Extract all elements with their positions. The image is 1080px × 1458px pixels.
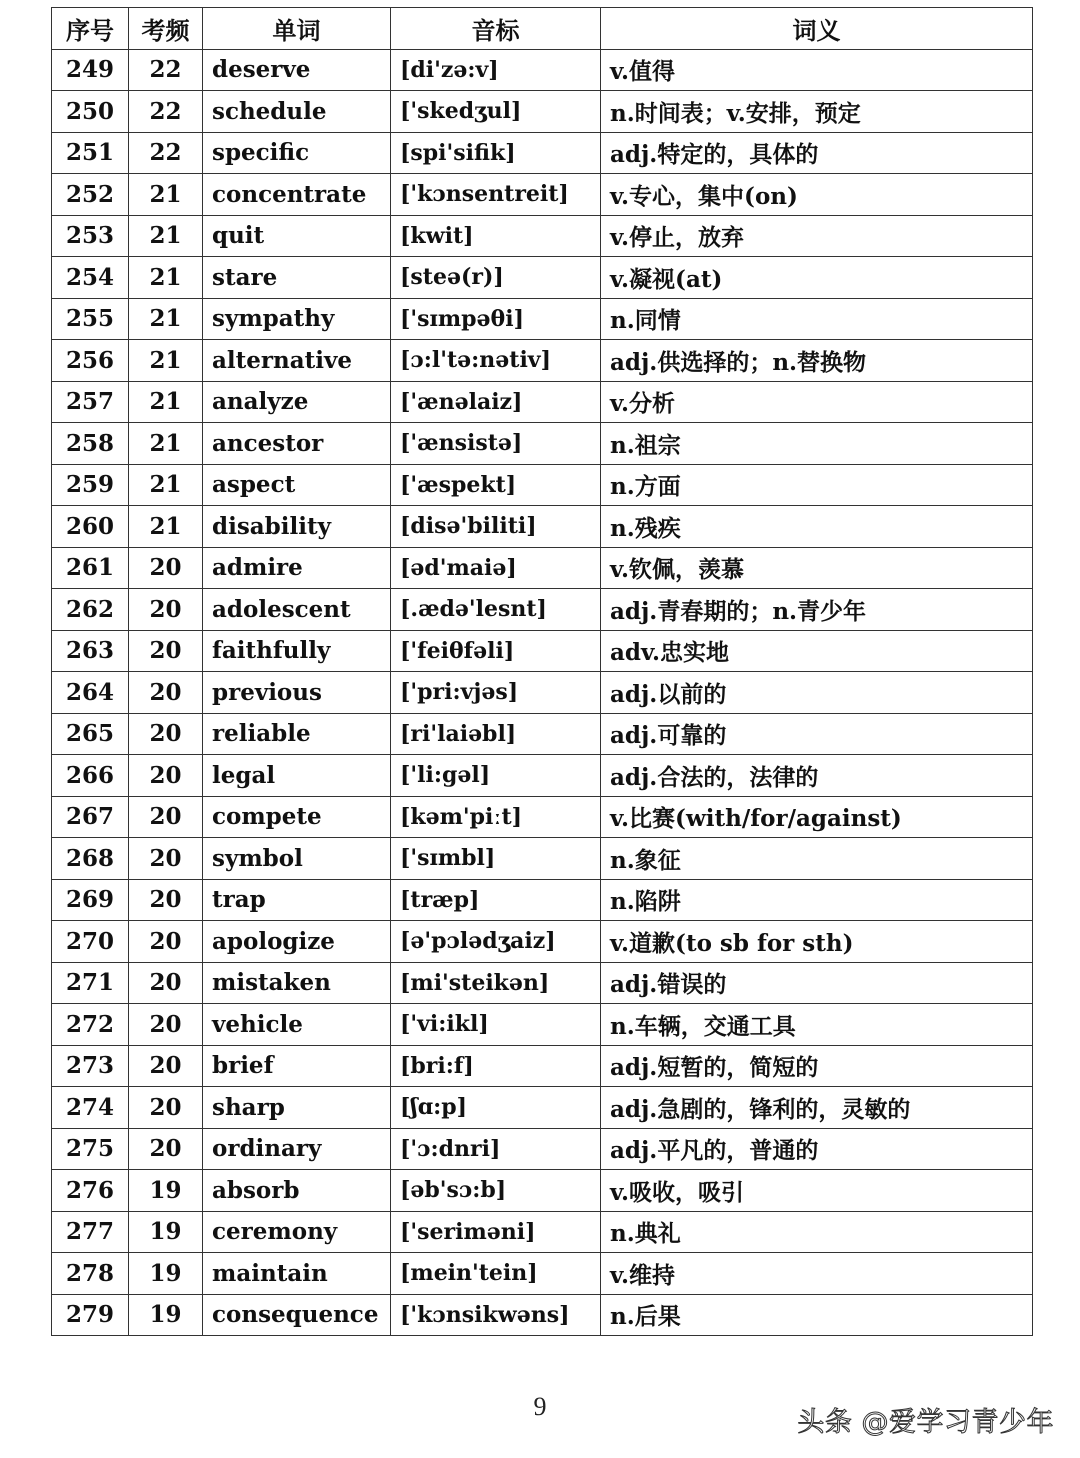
row-frequency: 19 [129,1211,203,1253]
row-definition: v.专心，集中(on) [601,174,1033,216]
row-definition: v.钦佩，羡慕 [601,547,1033,589]
table-row [52,257,1033,299]
table-row [52,1004,1033,1046]
header-frequency: 考频 [129,8,203,50]
row-frequency: 20 [129,838,203,880]
row-frequency: 20 [129,921,203,963]
row-phonetic: [disə'biliti] [391,506,601,548]
row-definition: adj.短暂的，简短的 [601,1045,1033,1087]
row-frequency: 22 [129,91,203,133]
row-phonetic: [əd'maiə] [391,547,601,589]
row-number: 254 [52,257,129,299]
row-definition: n.时间表；v.安排，预定 [601,91,1033,133]
row-number: 276 [52,1170,129,1212]
row-phonetic: [.ædə'lesnt] [391,589,601,631]
row-word: maintain [203,1253,391,1295]
row-number: 251 [52,132,129,174]
row-word: ordinary [203,1128,391,1170]
row-phonetic: [bri:f] [391,1045,601,1087]
row-frequency: 21 [129,174,203,216]
table-row [52,132,1033,174]
row-number: 256 [52,340,129,382]
table-row [52,1211,1033,1253]
row-frequency: 22 [129,132,203,174]
row-definition: adj.错误的 [601,962,1033,1004]
header-phonetic: 音标 [391,8,601,50]
row-word: legal [203,755,391,797]
row-definition: adj.青春期的；n.青少年 [601,589,1033,631]
row-word: symbol [203,838,391,880]
row-number: 269 [52,879,129,921]
row-definition: v.维持 [601,1253,1033,1295]
row-word: stare [203,257,391,299]
row-definition: adj.供选择的；n.替换物 [601,340,1033,382]
row-frequency: 20 [129,672,203,714]
table-row [52,962,1033,1004]
row-word: previous [203,672,391,714]
row-number: 277 [52,1211,129,1253]
row-frequency: 20 [129,589,203,631]
row-frequency: 22 [129,49,203,91]
row-phonetic: ['seriməni] [391,1211,601,1253]
page-number: 9 [533,1392,547,1421]
row-phonetic: ['vi:ikl] [391,1004,601,1046]
row-frequency: 19 [129,1253,203,1295]
row-frequency: 21 [129,464,203,506]
row-number: 263 [52,630,129,672]
table-row [52,1087,1033,1129]
row-definition: adj.平凡的，普通的 [601,1128,1033,1170]
row-number: 275 [52,1128,129,1170]
row-definition: adj.可靠的 [601,713,1033,755]
row-definition: v.停止，放弃 [601,215,1033,257]
row-word: alternative [203,340,391,382]
row-phonetic: ['sɪmpəθi] [391,298,601,340]
row-definition: n.陷阱 [601,879,1033,921]
row-definition: n.同情 [601,298,1033,340]
row-number: 270 [52,921,129,963]
table-row [52,547,1033,589]
row-frequency: 20 [129,547,203,589]
row-definition: v.道歉(to sb for sth) [601,921,1033,963]
row-definition: adv.忠实地 [601,630,1033,672]
row-word: ancestor [203,423,391,465]
row-number: 255 [52,298,129,340]
row-definition: adj.合法的，法律的 [601,755,1033,797]
row-number: 258 [52,423,129,465]
row-word: concentrate [203,174,391,216]
row-word: analyze [203,381,391,423]
table-row [52,174,1033,216]
row-frequency: 20 [129,1004,203,1046]
row-definition: adj.急剧的，锋利的，灵敏的 [601,1087,1033,1129]
row-definition: adj.特定的，具体的 [601,132,1033,174]
table-row [52,713,1033,755]
row-word: sharp [203,1087,391,1129]
row-word: mistaken [203,962,391,1004]
table-row [52,91,1033,133]
row-number: 266 [52,755,129,797]
row-word: disability [203,506,391,548]
row-phonetic: ['skedʒul] [391,91,601,133]
row-definition: n.车辆，交通工具 [601,1004,1033,1046]
row-number: 271 [52,962,129,1004]
row-phonetic: [ʃɑ:p] [391,1087,601,1129]
vocabulary-body [52,49,1033,1336]
row-frequency: 19 [129,1294,203,1336]
row-number: 260 [52,506,129,548]
row-phonetic: [træp] [391,879,601,921]
row-number: 250 [52,91,129,133]
row-number: 253 [52,215,129,257]
row-phonetic: [əb'sɔ:b] [391,1170,601,1212]
row-frequency: 21 [129,506,203,548]
row-definition: v.分析 [601,381,1033,423]
table-row [52,298,1033,340]
row-word: aspect [203,464,391,506]
row-number: 267 [52,796,129,838]
row-phonetic: ['ænəlaiz] [391,381,601,423]
row-number: 252 [52,174,129,216]
row-phonetic: ['li:gəl] [391,755,601,797]
row-phonetic: [steə(r)] [391,257,601,299]
header-number: 序号 [52,8,129,50]
row-word: brief [203,1045,391,1087]
row-phonetic: [ə'pɔlədʒaiz] [391,921,601,963]
row-word: reliable [203,713,391,755]
row-word: specific [203,132,391,174]
table-row [52,672,1033,714]
row-number: 262 [52,589,129,631]
row-frequency: 21 [129,340,203,382]
row-phonetic: ['ænsistə] [391,423,601,465]
row-number: 264 [52,672,129,714]
row-word: quit [203,215,391,257]
table-row [52,755,1033,797]
row-number: 272 [52,1004,129,1046]
header-row [52,8,1033,50]
row-frequency: 20 [129,962,203,1004]
row-phonetic: [mein'tein] [391,1253,601,1295]
row-number: 268 [52,838,129,880]
watermark: 头条 @爱学习青少年 [797,1407,1054,1438]
row-number: 257 [52,381,129,423]
row-phonetic: ['kɔnsikwəns] [391,1294,601,1336]
row-definition: v.凝视(at) [601,257,1033,299]
table-row [52,1253,1033,1295]
row-number: 249 [52,49,129,91]
row-frequency: 20 [129,1045,203,1087]
row-phonetic: [di'zə:v] [391,49,601,91]
row-word: adolescent [203,589,391,631]
row-frequency: 20 [129,713,203,755]
row-number: 274 [52,1087,129,1129]
row-word: admire [203,547,391,589]
table-row [52,506,1033,548]
table-row [52,879,1033,921]
row-phonetic: [spi'sifik] [391,132,601,174]
row-frequency: 21 [129,423,203,465]
row-definition: v.吸收，吸引 [601,1170,1033,1212]
row-definition: n.后果 [601,1294,1033,1336]
table-row [52,1128,1033,1170]
row-phonetic: ['feiθfəli] [391,630,601,672]
row-frequency: 20 [129,755,203,797]
row-definition: n.典礼 [601,1211,1033,1253]
table-row [52,423,1033,465]
row-phonetic: [kwit] [391,215,601,257]
row-word: faithfully [203,630,391,672]
row-phonetic: ['sɪmbl] [391,838,601,880]
row-definition: n.象征 [601,838,1033,880]
row-word: sympathy [203,298,391,340]
row-phonetic: [ri'laiəbl] [391,713,601,755]
table-row [52,1294,1033,1336]
row-frequency: 20 [129,630,203,672]
row-phonetic: [ɔ:l'tə:nətiv] [391,340,601,382]
table-row [52,630,1033,672]
row-word: apologize [203,921,391,963]
header-definition: 词义 [601,8,1033,50]
row-number: 265 [52,713,129,755]
row-word: schedule [203,91,391,133]
row-frequency: 19 [129,1170,203,1212]
row-word: ceremony [203,1211,391,1253]
table-row [52,340,1033,382]
row-word: deserve [203,49,391,91]
table-row [52,464,1033,506]
row-frequency: 21 [129,257,203,299]
table-row [52,1170,1033,1212]
table-row [52,589,1033,631]
row-frequency: 21 [129,381,203,423]
row-word: compete [203,796,391,838]
row-definition: v.比赛(with/for/against) [601,796,1033,838]
row-definition: n.方面 [601,464,1033,506]
table-row [52,921,1033,963]
row-word: absorb [203,1170,391,1212]
row-frequency: 20 [129,879,203,921]
row-number: 273 [52,1045,129,1087]
row-definition: v.值得 [601,49,1033,91]
row-number: 278 [52,1253,129,1295]
table-row [52,215,1033,257]
row-phonetic: ['æspekt] [391,464,601,506]
header-word: 单词 [203,8,391,50]
row-phonetic: [kəm'piːt] [391,796,601,838]
table-row [52,838,1033,880]
row-definition: n.残疾 [601,506,1033,548]
row-phonetic: ['ɔ:dnri] [391,1128,601,1170]
row-frequency: 20 [129,1128,203,1170]
row-phonetic: [mi'steikən] [391,962,601,1004]
row-frequency: 20 [129,796,203,838]
row-number: 259 [52,464,129,506]
row-word: vehicle [203,1004,391,1046]
table-row [52,49,1033,91]
row-definition: n.祖宗 [601,423,1033,465]
row-phonetic: ['pri:vjəs] [391,672,601,714]
vocabulary-table [51,7,1033,1336]
row-word: consequence [203,1294,391,1336]
row-phonetic: ['kɔnsentreit] [391,174,601,216]
row-number: 279 [52,1294,129,1336]
row-word: trap [203,879,391,921]
row-frequency: 21 [129,215,203,257]
row-number: 261 [52,547,129,589]
row-definition: adj.以前的 [601,672,1033,714]
row-frequency: 21 [129,298,203,340]
table-row [52,796,1033,838]
table-row [52,381,1033,423]
row-frequency: 20 [129,1087,203,1129]
table-row [52,1045,1033,1087]
